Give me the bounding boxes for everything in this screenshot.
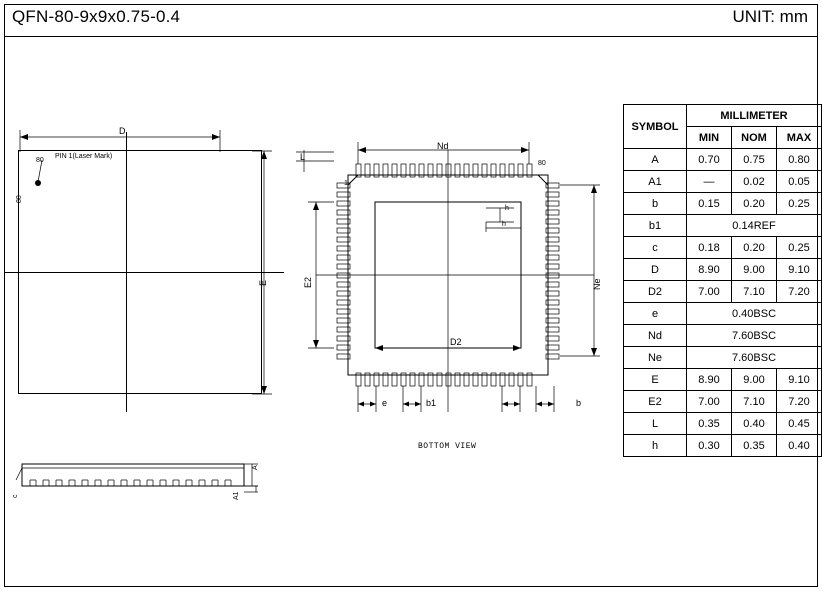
side-view-dim-A1: A1 [233, 491, 240, 500]
cell-max: 9.10 [777, 259, 822, 281]
header-max: MAX [777, 127, 822, 149]
table-row [624, 171, 822, 193]
dimension-table [623, 104, 822, 457]
side-view-dim-A: A [252, 465, 259, 470]
cell-symbol: A1 [624, 171, 687, 193]
cell-min: — [687, 171, 732, 193]
cell-symbol: E [624, 369, 687, 391]
cell-min: 0.18 [687, 237, 732, 259]
table-row [624, 149, 822, 171]
bottom-view-caption: BOTTOM VIEW [418, 442, 477, 451]
bottom-view-dim-D2: D2 [450, 337, 462, 347]
cell-span: 0.40BSC [687, 303, 822, 325]
cell-max: 9.10 [777, 369, 822, 391]
top-view-side-mark: 80 [16, 195, 23, 203]
side-view-dim-c: c [12, 494, 19, 498]
unit-label: UNIT: mm [732, 7, 808, 26]
cell-symbol: Nd [624, 325, 687, 347]
cell-min: 7.00 [687, 391, 732, 413]
cell-span: 0.14REF [687, 215, 822, 237]
cell-symbol: e [624, 303, 687, 325]
cell-max: 0.25 [777, 237, 822, 259]
cell-symbol: E2 [624, 391, 687, 413]
cell-nom: 0.40 [732, 413, 777, 435]
top-view-dimension-lines [0, 110, 300, 440]
cell-max: 0.05 [777, 171, 822, 193]
cell-symbol: c [624, 237, 687, 259]
cell-symbol: L [624, 413, 687, 435]
bottom-view-dim-e: e [382, 398, 388, 408]
bottom-view-geometry [290, 120, 630, 460]
bottom-view-dim-L: L [300, 152, 306, 162]
cell-nom: 7.10 [732, 281, 777, 303]
cell-symbol: A [624, 149, 687, 171]
bottom-view-pin-80-mark: 80 [538, 160, 546, 167]
table-row [624, 391, 822, 413]
cell-min: 8.90 [687, 259, 732, 281]
cell-max: 7.20 [777, 281, 822, 303]
cell-symbol: D2 [624, 281, 687, 303]
cell-nom: 0.20 [732, 193, 777, 215]
bottom-view-dim-Ne: Ne [592, 278, 602, 290]
cell-span: 7.60BSC [687, 347, 822, 369]
table-row [624, 347, 822, 369]
cell-nom: 9.00 [732, 369, 777, 391]
table-row [624, 369, 822, 391]
cell-nom: 0.20 [732, 237, 777, 259]
cell-nom: 9.00 [732, 259, 777, 281]
table-row [624, 259, 822, 281]
bottom-view-dim-b1: b1 [426, 398, 437, 408]
bottom-view-dim-b: b [576, 398, 582, 408]
cell-symbol: b [624, 193, 687, 215]
cell-max: 0.80 [777, 149, 822, 171]
cell-min: 7.00 [687, 281, 732, 303]
cell-min: 0.70 [687, 149, 732, 171]
cell-min: 0.30 [687, 435, 732, 457]
table-row [624, 435, 822, 457]
table-row [624, 413, 822, 435]
top-view-dim-D: D [119, 126, 126, 136]
cell-min: 0.35 [687, 413, 732, 435]
cell-span: 7.60BSC [687, 325, 822, 347]
table-row [624, 325, 822, 347]
cell-min: 0.15 [687, 193, 732, 215]
cell-max: 0.45 [777, 413, 822, 435]
cell-symbol: Ne [624, 347, 687, 369]
bottom-view-dim-E2: E2 [303, 276, 313, 288]
table-row [624, 237, 822, 259]
cell-min: 8.90 [687, 369, 732, 391]
cell-symbol: b1 [624, 215, 687, 237]
header-nom: NOM [732, 127, 777, 149]
bottom-view-dim-h-vertical: h [505, 205, 509, 212]
cell-nom: 0.35 [732, 435, 777, 457]
table-row [624, 193, 822, 215]
table-header-row [624, 105, 822, 127]
cell-nom: 7.10 [732, 391, 777, 413]
header-min: MIN [687, 127, 732, 149]
table-row [624, 303, 822, 325]
top-view-dim-E: E [258, 279, 268, 286]
cell-max: 0.25 [777, 193, 822, 215]
bottom-view-dim-Nd: Nd [437, 141, 449, 151]
cell-symbol: D [624, 259, 687, 281]
cell-symbol: h [624, 435, 687, 457]
cell-nom: 0.02 [732, 171, 777, 193]
header-symbol: SYMBOL [624, 105, 687, 149]
bottom-view-dim-h-horizontal: h [502, 221, 506, 228]
header-millimeter: MILLIMETER [687, 105, 822, 127]
cell-max: 7.20 [777, 391, 822, 413]
top-view-pin1-note: PIN 1(Laser Mark) [55, 153, 113, 160]
page-title: QFN-80-9x9x0.75-0.4 [12, 7, 181, 26]
table-row [624, 215, 822, 237]
top-view-pin-number: 80 [36, 157, 44, 164]
cell-max: 0.40 [777, 435, 822, 457]
bottom-view-pin-1-mark: 1 [344, 180, 348, 187]
table-row [624, 281, 822, 303]
side-view-geometry [14, 450, 274, 530]
cell-nom: 0.75 [732, 149, 777, 171]
